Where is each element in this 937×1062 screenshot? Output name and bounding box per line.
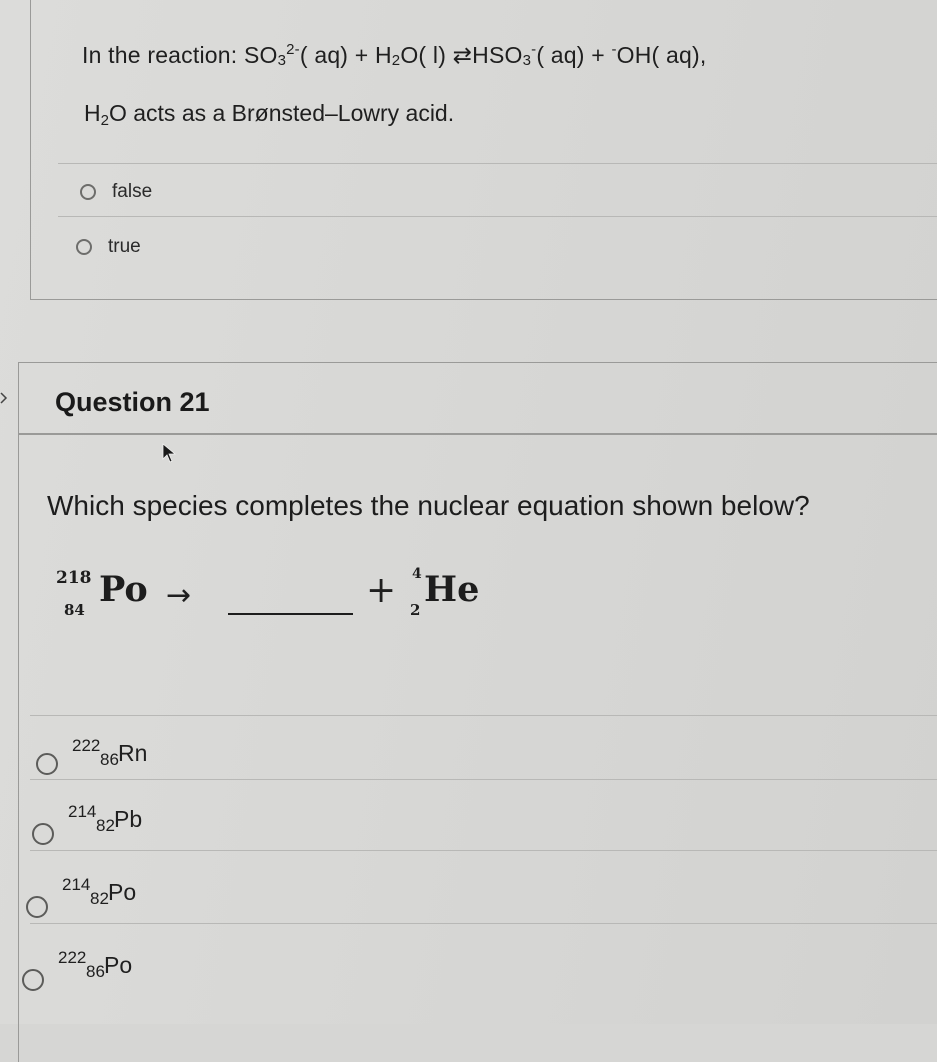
radio-button[interactable] xyxy=(32,823,54,845)
option-label: true xyxy=(108,236,141,257)
previous-question-text: In the reaction: $SO_3^{2-}$( $aq) + H_2O$( l) $⇄HSO_3^-$( aq) + -OH( aq), xyxy=(82,41,707,69)
plus-sign: + xyxy=(366,570,397,611)
atomic-number: 2 xyxy=(410,601,421,619)
element-symbol: Po xyxy=(108,879,137,905)
answer-option-rn-222[interactable] xyxy=(36,736,192,784)
option-false[interactable] xyxy=(80,181,152,203)
atomic-number: 82 xyxy=(90,889,109,908)
question-prompt: Which species completes the nuclear equation shown below? xyxy=(47,490,810,521)
answer-label xyxy=(62,875,182,927)
question-title: Question 21 xyxy=(55,387,210,417)
divider xyxy=(30,850,937,851)
option-label: false xyxy=(112,181,153,202)
answer-label xyxy=(68,802,188,854)
mass-number: 222 xyxy=(58,948,87,967)
radio-button[interactable] xyxy=(26,896,48,918)
answer-option-po-214[interactable] xyxy=(26,875,182,927)
collapse-chevron-icon[interactable] xyxy=(0,392,8,404)
question-21-card xyxy=(18,362,937,1062)
element-symbol: Pb xyxy=(114,806,143,832)
mouse-pointer-icon xyxy=(160,442,180,464)
atomic-number: 86 xyxy=(86,962,105,981)
divider xyxy=(58,163,937,164)
answer-option-po-222[interactable] xyxy=(22,948,178,1000)
element-symbol: Rn xyxy=(118,740,148,766)
element-symbol: He xyxy=(424,569,480,610)
radio-button[interactable] xyxy=(36,753,58,775)
answer-label xyxy=(58,948,178,1000)
mass-number: 218 xyxy=(56,568,92,588)
mass-number: 4 xyxy=(412,566,422,582)
answer-option-pb-214[interactable] xyxy=(32,802,188,854)
reaction-arrow: → xyxy=(166,578,192,613)
radio-button[interactable] xyxy=(80,184,96,200)
question-header-divider xyxy=(18,433,937,435)
mass-number: 222 xyxy=(72,736,101,755)
previous-question-statement: $H_2O$ acts as a Brønsted–Lowry acid. xyxy=(84,100,455,129)
radio-button[interactable] xyxy=(22,969,44,991)
atomic-number: 86 xyxy=(100,750,119,769)
divider xyxy=(30,715,937,716)
divider xyxy=(58,216,937,217)
radio-button[interactable] xyxy=(76,239,92,255)
element-symbol: Po xyxy=(104,952,133,978)
answer-label xyxy=(72,736,192,784)
divider xyxy=(30,779,937,780)
atomic-number: 82 xyxy=(96,816,115,835)
answer-blank xyxy=(228,613,353,615)
mass-number: 214 xyxy=(62,875,91,894)
option-true[interactable] xyxy=(76,236,141,258)
element-symbol: Po xyxy=(99,569,148,610)
atomic-number: 84 xyxy=(64,601,85,619)
mass-number: 214 xyxy=(68,802,97,821)
divider xyxy=(30,923,937,924)
